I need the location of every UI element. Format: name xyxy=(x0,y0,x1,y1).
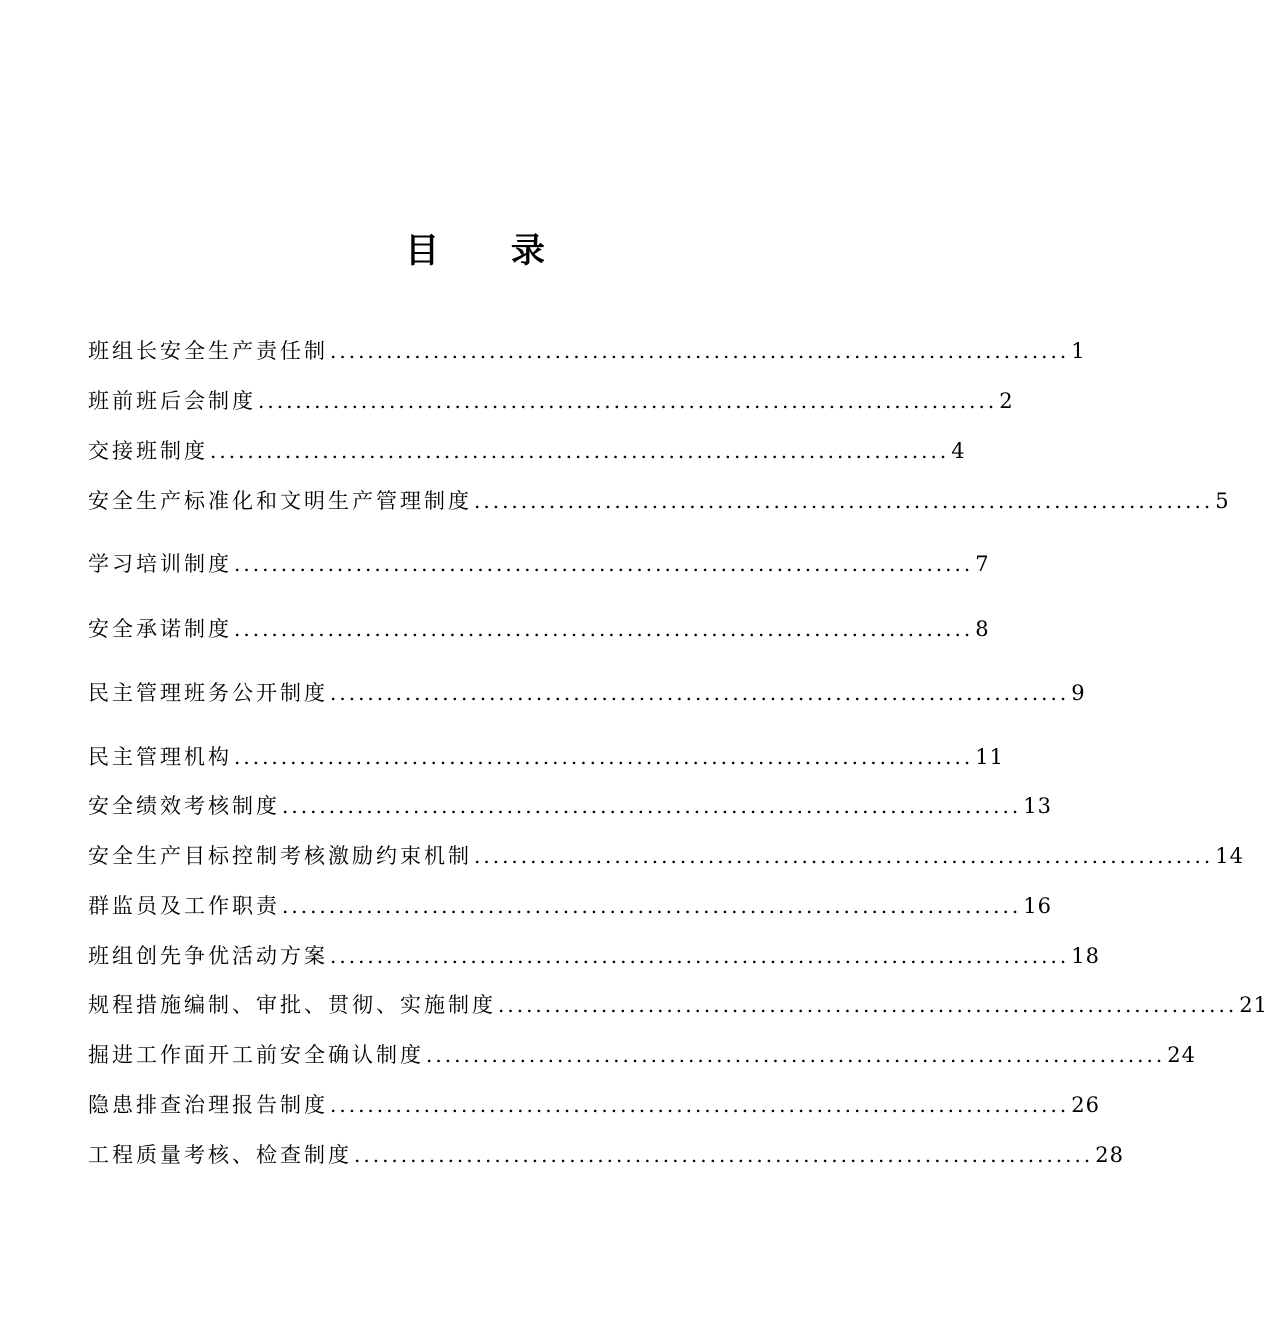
toc-entry-label: 班组创先争优活动方案 xyxy=(88,944,328,968)
toc-entry[interactable] xyxy=(88,486,1230,516)
toc-entry-label: 规程措施编制、审批、贯彻、实施制度 xyxy=(88,993,496,1017)
toc-entry[interactable] xyxy=(88,841,1244,871)
toc-entry-label: 掘进工作面开工前安全确认制度 xyxy=(88,1043,424,1067)
toc-entry-page: 1 xyxy=(1071,339,1086,363)
toc-entry-page: 4 xyxy=(951,439,966,463)
toc-entry[interactable] xyxy=(88,336,1086,366)
toc-entry-page: 18 xyxy=(1071,944,1100,968)
toc-entry[interactable] xyxy=(88,990,1268,1020)
toc-entry-label: 安全生产目标控制考核激励约束机制 xyxy=(88,844,472,868)
toc-entry-label: 安全绩效考核制度 xyxy=(88,794,280,818)
toc-entry-page: 11 xyxy=(975,745,1004,769)
toc-entry-page: 9 xyxy=(1071,681,1086,705)
toc-entry[interactable] xyxy=(88,614,990,644)
toc-leader-dots: ............................................................................... xyxy=(330,944,1070,968)
toc-entry-page: 2 xyxy=(999,389,1014,413)
toc-entry-label: 安全承诺制度 xyxy=(88,617,232,641)
toc-title: 目 录 xyxy=(405,231,575,271)
toc-entry-page: 21 xyxy=(1239,993,1268,1017)
toc-entry[interactable] xyxy=(88,1040,1196,1070)
toc-entry-page: 16 xyxy=(1023,894,1052,918)
toc-entry-page: 7 xyxy=(975,552,990,576)
toc-leader-dots: ............................................................................... xyxy=(474,844,1214,868)
toc-leader-dots: ............................................................................... xyxy=(330,1093,1070,1117)
toc-leader-dots: ............................................................................... xyxy=(474,489,1214,513)
toc-entry-page: 5 xyxy=(1215,489,1230,513)
toc-leader-dots: ............................................................................... xyxy=(210,439,950,463)
toc-leader-dots: ............................................................................... xyxy=(258,389,998,413)
toc-leader-dots: ............................................................................... xyxy=(234,745,974,769)
toc-entry-page: 28 xyxy=(1095,1143,1124,1167)
toc-entry[interactable] xyxy=(88,678,1086,708)
toc-entry-page: 8 xyxy=(975,617,990,641)
toc-entry-page: 24 xyxy=(1167,1043,1196,1067)
toc-entry-label: 隐患排查治理报告制度 xyxy=(88,1093,328,1117)
toc-entry-label: 工程质量考核、检查制度 xyxy=(88,1143,352,1167)
toc-entry-page: 14 xyxy=(1215,844,1244,868)
toc-leader-dots: ............................................................................... xyxy=(282,894,1022,918)
toc-leader-dots: ............................................................................... xyxy=(330,339,1070,363)
toc-leader-dots: ............................................................................... xyxy=(498,993,1238,1017)
toc-entry[interactable] xyxy=(88,891,1052,921)
toc-entry-label: 群监员及工作职责 xyxy=(88,894,280,918)
toc-entry-label: 交接班制度 xyxy=(88,439,208,463)
toc-entry-label: 班组长安全生产责任制 xyxy=(88,339,328,363)
toc-leader-dots: ............................................................................... xyxy=(426,1043,1166,1067)
toc-entry-label: 民主管理班务公开制度 xyxy=(88,681,328,705)
toc-leader-dots: ............................................................................... xyxy=(234,617,974,641)
toc-entry-label: 民主管理机构 xyxy=(88,745,232,769)
toc-entry[interactable] xyxy=(88,436,966,466)
toc-entry[interactable] xyxy=(88,1140,1124,1170)
toc-entry-label: 安全生产标准化和文明生产管理制度 xyxy=(88,489,472,513)
toc-entry[interactable] xyxy=(88,386,1014,416)
toc-entry-label: 班前班后会制度 xyxy=(88,389,256,413)
toc-entry[interactable] xyxy=(88,791,1052,821)
toc-leader-dots: ............................................................................... xyxy=(282,794,1022,818)
toc-entry[interactable] xyxy=(88,549,990,579)
toc-entry[interactable] xyxy=(88,1090,1100,1120)
toc-leader-dots: ............................................................................... xyxy=(234,552,974,576)
toc-entry-label: 学习培训制度 xyxy=(88,552,232,576)
toc-entry-page: 26 xyxy=(1071,1093,1100,1117)
toc-leader-dots: ............................................................................... xyxy=(354,1143,1094,1167)
toc-entry-page: 13 xyxy=(1023,794,1052,818)
toc-entry[interactable] xyxy=(88,742,1004,772)
toc-leader-dots: ............................................................................... xyxy=(330,681,1070,705)
toc-entry[interactable] xyxy=(88,941,1100,971)
